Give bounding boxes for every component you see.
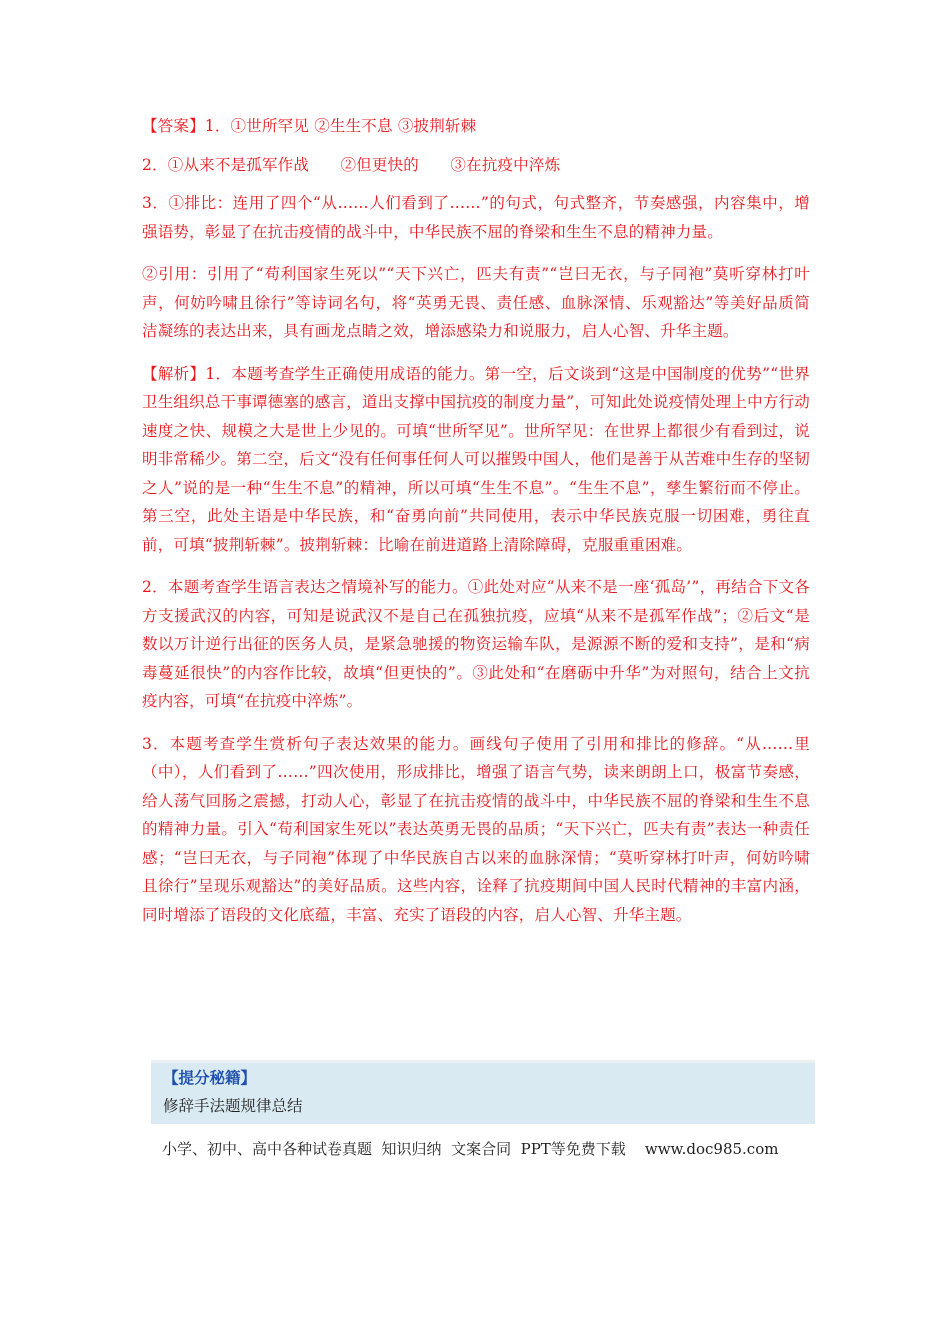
- footer-note: 小学、初中、高中各种试卷真题 知识归纳 文案合同 PPT等免费下载 www.doc985.com: [162, 1140, 779, 1158]
- analysis-paragraph-1: 【解析】1．本题考查学生正确使用成语的能力。第一空，后文谈到“这是中国制度的优势”“世界卫生组织总干事谭德塞的感言，道出支撑中国抗疫的制度力量”，可知此处说疫情处理上中方行动速度之快、规模之大是世上少见的。可填“世所罕见”。世所罕见：在世界上都很少有看到过，说明非常稀少。第二空，后文“没有任何事任何人可以摧毁中国人，他们是善于从苦难中生存的坚韧之人”说的是一种“生生不息”的精神，所以可填“生生不息”。“生生不息”，孳生繁衍而不停止。第三空，此处主语是中华民族，和“奋勇向前”共同使用，表示中华民族克服一切困难，勇往直前，可填“披荆斩棘”。披荆斩棘：比喻在前进道路上清除障碍，克服重重困难。: [142, 364, 810, 554]
- tip-body: 修辞手法题规律总结: [163, 1097, 303, 1115]
- tip-title: 【提分秘籍】: [163, 1068, 257, 1087]
- answer-section: [142, 112, 810, 943]
- answer-3-quotation: ②引用：引用了“苟利国家生死以”“天下兴亡，匹夫有责”“岂曰无衣，与子同袍”莫听穿林打叶声，何妨吟啸且徐行”等诗词名句，将“英勇无畏、责任感、血脉深情、乐观豁达”等美好品质简洁凝练的表达出来，具有画龙点睛之效，增添感染力和说服力，启人心智、升华主题。: [142, 265, 810, 340]
- tip-box: [151, 1060, 815, 1124]
- answer-line-2: 2．①从来不是孤军作战 ②但更快的 ③在抗疫中淬炼: [142, 155, 561, 174]
- answer-3-parallelism: 3．①排比：连用了四个“从……人们看到了……”的句式，句式整齐，节奏感强，内容集中，增强语势，彰显了在抗击疫情的战斗中，中华民族不屈的脊梁和生生不息的精神力量。: [142, 194, 810, 241]
- analysis-paragraph-3: 3．本题考查学生赏析句子表达效果的能力。画线句子使用了引用和排比的修辞。“从……里（中），人们看到了……”四次使用，形成排比，增强了语言气势，读来朗朗上口，极富节奏感，给人荡气回肠之震撼，打动人心，彰显了在抗击疫情的战斗中，中华民族不屈的脊梁和生生不息的精神力量。引入“苟利国家生死以”表达英勇无畏的品质；“天下兴亡，匹夫有责”表达一种责任感；“岂曰无衣，与子同袍”体现了中华民族自古以来的血脉深情；“莫听穿林打叶声，何妨吟啸且徐行”呈现乐观豁达”的美好品质。这些内容，诠释了抗疫期间中国人民时代精神的丰富内涵，同时增添了语段的文化底蕴，丰富、充实了语段的内容，启人心智、升华主题。: [142, 734, 810, 924]
- analysis-paragraph-2: 2．本题考查学生语言表达之情境补写的能力。①此处对应“从来不是一座‘孤岛’”，再结合下文各方支援武汉的内容，可知是说武汉不是自己在孤独抗疫，应填“从来不是孤军作战”；②后文“是数以万计逆行出征的医务人员，是紧急驰援的物资运输车队，是源源不断的爱和支持”，是和“病毒蔓延很快”的内容作比较，故填“但更快的”。③此处和“在磨砺中升华”为对照句，结合上文抗疫内容，可填“在抗疫中淬炼”。: [142, 578, 810, 710]
- answer-line-1: 【答案】1．①世所罕见 ②生生不息 ③披荆斩棘: [142, 117, 477, 135]
